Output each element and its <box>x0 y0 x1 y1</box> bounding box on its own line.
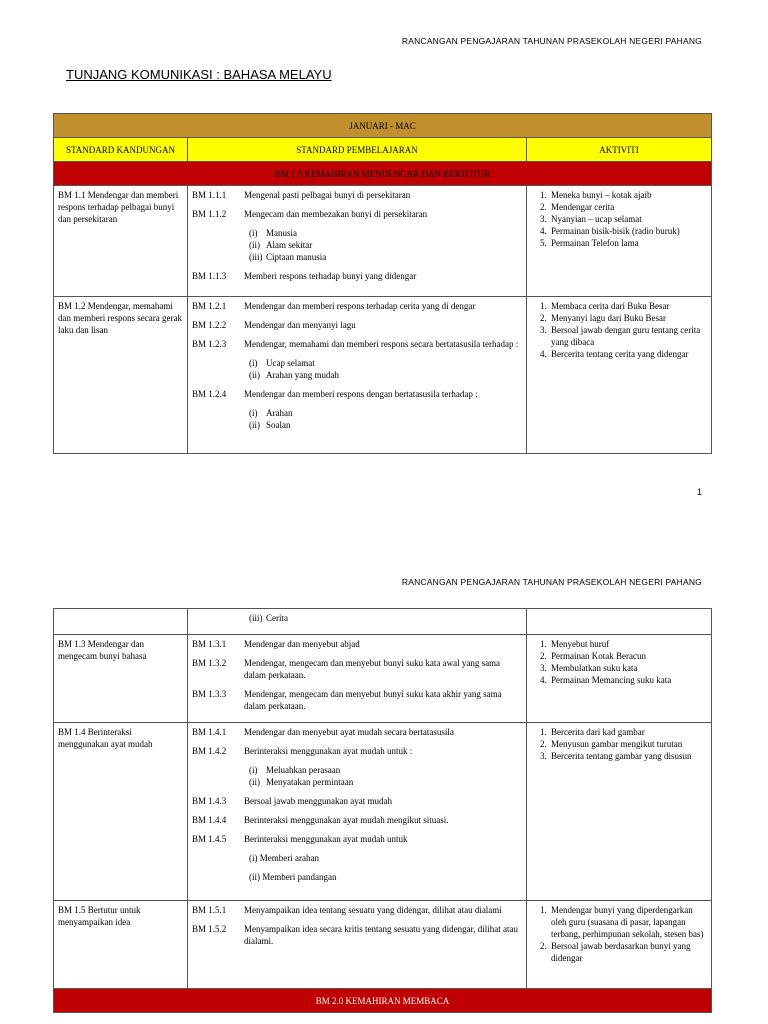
section-header: BM 1.0 KEMAHIRAN MENDENGAR DAN BERTUTUR <box>54 162 712 186</box>
list-item: 3. Bercerita tentang gambar yang disusun <box>549 750 707 762</box>
standard-pembelajaran: BM 1.1.1 Mengenal pasti pelbagai bunyi di persekitaran BM 1.1.2 Mengecam dan membezakan bunyi di persekitaran (i) Manusia (ii) Alam sekitar (iii) Ciptaan manusia BM 1.1.3 Memberi respons terhadap bunyi yang didengar <box>188 186 527 297</box>
standard-pembelajaran: BM 1.4.1 Mendengar dan menyebut ayat mudah secara bertatasusila BM 1.4.2 Berinteraksi menggunakan ayat mudah untuk : (i) Meluahkan perasaan (ii) Menyatakan permintaan BM 1.4.3 Bersoal jawab menggunakan ayat mudah BM 1.4.4 Berinteraksi menggunakan ayat mudah mengikut situasi. BM 1.4.5 Berinteraksi menggunakan ayat mudah untuk (i) Memberi arahan (ii) Memberi pandangan <box>188 723 527 901</box>
section-header: BM 2.0 KEMAHIRAN MEMBACA <box>54 989 712 1013</box>
table-row <box>54 186 712 297</box>
list-item: 2. Mendengar cerita <box>549 201 707 213</box>
list-item: 2. Permainan Kotak Beracun <box>549 650 707 662</box>
standard-pembelajaran: BM 1.2.1 Mendengar dan memberi respons terhadap cerita yang di dengar BM 1.2.2 Mendengar dan menyanyi lagu BM 1.2.3 Mendengar, memahami dan memberi respons secara bertatasusila terhadap : (i) Ucap selamat (ii) Arahan yang mudah BM 1.2.4 Mendengar dan memberi respons dengan bertatasusila terhadap : (i) Arahan (ii) Soalan <box>188 297 527 454</box>
table-row <box>54 723 712 901</box>
standard-pembelajaran: (iii) Cerita <box>188 609 527 635</box>
table-row <box>54 901 712 989</box>
list-item: 3. Membulatkan suku kata <box>549 662 707 674</box>
list-item: 5. Permainan Telefon lama <box>549 237 707 249</box>
aktiviti <box>527 635 712 723</box>
list-item: 4. Bercerita tentang cerita yang didengar <box>549 348 707 360</box>
list-item: 1. Bercerita dari kad gambar <box>549 726 707 738</box>
list-item: 4. Permainan Memancing suku kata <box>549 674 707 686</box>
list-item: 2. Menyusun gambar mengikut turutan <box>549 738 707 750</box>
list-item: 1. Menyebut huruf <box>549 638 707 650</box>
list-item: 2. Bersoal jawab berdasarkan bunyi yang didengar <box>549 940 707 964</box>
col-header-aktiviti: AKTIVITI <box>527 138 712 162</box>
table-row <box>54 609 712 635</box>
rpt-table-page2 <box>53 608 712 1013</box>
aktiviti <box>527 901 712 989</box>
page-title: TUNJANG KOMUNIKASI : BAHASA MELAYU <box>66 67 332 82</box>
list-item: 3. Nyanyian – ucap selamat <box>549 213 707 225</box>
list-item: 3. Bersoal jawab dengan guru tentang cerita yang dibaca <box>549 324 707 348</box>
list-item: 2. Menyanyi lagu dari Buku Besar <box>549 312 707 324</box>
list-item: 1. Mendengar bunyi yang diperdengarkan oleh guru (suasana di pasar, lapangan terbang, perhimpunan sekolah, stesen bas) <box>549 904 707 940</box>
table-row <box>54 297 712 454</box>
aktiviti <box>527 297 712 454</box>
period-header: JANUARI - MAC <box>54 114 712 138</box>
aktiviti <box>527 723 712 901</box>
standard-pembelajaran: BM 1.5.1 Menyampaikan idea tentang sesuatu yang didengar, dilihat atau dialami BM 1.5.2 Menyampaikan idea secara kritis tentang sesuatu yang didengar, dilihat atau dialami. <box>188 901 527 989</box>
list-item: 1. Membaca cerita dari Buku Besar <box>549 300 707 312</box>
standard-kandungan: BM 1.3 Mendengar dan mengecam bunyi bahasa <box>54 635 188 723</box>
standard-kandungan: BM 1.4 Berinteraksi menggunakan ayat mudah <box>54 723 188 901</box>
standard-kandungan: BM 1.1 Mendengar dan memberi respons terhadap pelbagai bunyi dan persekitaran <box>54 186 188 297</box>
col-header-sp: STANDARD PEMBELAJARAN <box>188 138 527 162</box>
page-header: RANCANGAN PENGAJARAN TAHUNAN PRASEKOLAH NEGERI PAHANG <box>401 36 702 46</box>
aktiviti <box>527 186 712 297</box>
standard-kandungan: BM 1.2 Mendengar, memahami dan memberi respons secara gerak laku dan lisan <box>54 297 188 454</box>
rpt-table-page1 <box>53 113 712 454</box>
standard-kandungan: BM 1.5 Bertutur untuk menyampaikan idea <box>54 901 188 989</box>
list-item: 1. Meneka bunyi – kotak ajaib <box>549 189 707 201</box>
page-header: RANCANGAN PENGAJARAN TAHUNAN PRASEKOLAH NEGERI PAHANG <box>401 577 702 587</box>
standard-pembelajaran: BM 1.3.1 Mendengar dan menyebut abjad BM 1.3.2 Mendengar, mengecam dan menyebut bunyi suku kata awal yang sama dalam perkataan. BM 1.3.3 Mendengar, mengecam dan menyebut bunyi suku kata akhir yang sama dalam perkataan. <box>188 635 527 723</box>
list-item: 4. Permainan bisik-bisik (radio buruk) <box>549 225 707 237</box>
col-header-sk: STANDARD KANDUNGAN <box>54 138 188 162</box>
page-number: 1 <box>696 487 702 497</box>
table-row <box>54 635 712 723</box>
